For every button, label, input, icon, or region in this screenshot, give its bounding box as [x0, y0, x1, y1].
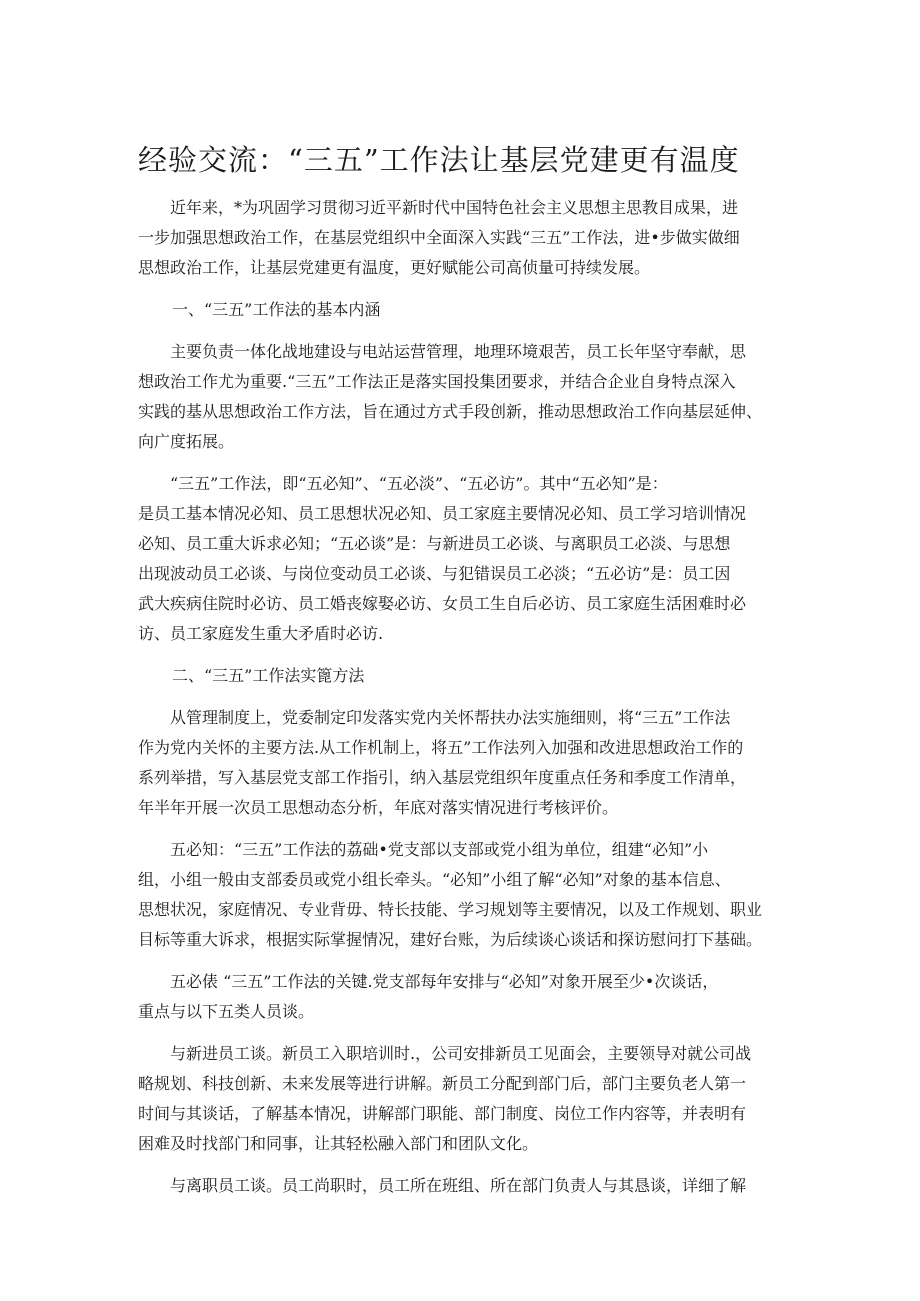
paragraph-line: 系列举措，写入基层党支部工作指引，纳入基层党组织年度重点任务和季度工作清单， — [138, 768, 747, 787]
paragraph — [138, 1171, 798, 1201]
paragraph — [138, 703, 798, 823]
document-body — [138, 193, 798, 1213]
paragraph — [138, 967, 798, 1027]
paragraph — [138, 469, 798, 649]
paragraph-line: 思想状况，家庭情况、专业背毋、特长技能、学习规划等主要情况，以及工作规划、职业 — [138, 900, 763, 919]
paragraph-line: 从管理制度上，党委制定印发落实党内关怀帮扶办法实施细则，将“三五”工作法 — [138, 708, 731, 727]
paragraph-line: 实践的基从思想政治工作方法，旨在通过方式手段创新，推动思想政治工作向基层延伸、 — [138, 402, 763, 421]
document-title: 经验交流：“三五”工作法让基层党建更有温度 — [138, 143, 740, 177]
paragraph-line: 向广度拓展。 — [138, 432, 235, 451]
paragraph-line: 出现波动员工必谈、与岗位变动员工必谈、与犯错误员工必淡；“五必访”是：员工因 — [138, 564, 731, 583]
section-heading: 二、“三五”工作法实篦方法 — [172, 666, 365, 685]
paragraph-line: 五必俵 “三五”工作法的关键.党支部每年安排与“必知”对象开展至少•次谈话， — [138, 972, 719, 991]
paragraph-line: 想政治工作尤为重要.“三五”工作法正是落实国投集团要求，并结合企业自身特点深入 — [138, 372, 736, 391]
paragraph-line: 困难及时找部门和同事，让其轻松融入部门和团队文化。 — [138, 1134, 539, 1153]
paragraph-line: 近年来，*为巩固学习贯彻习近平新时代中国特色社会主义思想主思教目成果，进 — [138, 198, 739, 217]
paragraph-line: 与新进员工谈。新员工入职培训时.，公司安排新员工见面会，主要领导对就公司战 — [138, 1044, 752, 1063]
paragraph-line: 重点与以下五类人员谈。 — [138, 1002, 315, 1021]
paragraph-line: 武大疾病住院时必访、员工婚丧嫁娶必访、女员工生自后必访、员工家庭生活困难时必 — [138, 594, 747, 613]
paragraph-line: 思想政治工作，让基层党建更有温度，更好赋能公司高侦量可持续发展。 — [138, 258, 651, 277]
paragraph-line: 年半年开展一次员工思想动态分析，年底对落实情况进行考核评价。 — [138, 798, 619, 817]
paragraph-line: 作为党内关怀的主要方法.从工作机制上，将五”工作法列入加强和改进思想政治工作的 — [138, 738, 744, 757]
paragraph-line: 五必知：“三五”工作法的荔础•党支部以支部或党小组为单位，组建“必知”小 — [138, 840, 709, 859]
paragraph-line: 目标等重大诉求，根据实际掌握情况，建好台账，为后续谈心谈话和探访慰问打下基础。 — [138, 930, 763, 949]
paragraph-line: 必知、员工重大诉求必知；“五必谈”是：与新进员工必谈、与离职员工必淡、与思想 — [138, 534, 731, 553]
section-heading: 一、“三五”工作法的基本内涵 — [172, 300, 381, 319]
paragraph-line: 访、员工家庭发生重大矛盾时必访. — [138, 624, 384, 643]
paragraph — [138, 1039, 798, 1159]
paragraph-line: 组，小组一般由支部委员或党小组长牵头。“必知”小组了解“必知”对象的基本信息、 — [138, 870, 731, 889]
paragraph-line: 一步加强思想政治工作，在基层党组织中全面深入实践“三五”工作法，进•步做实做细 — [138, 228, 740, 247]
paragraph — [138, 193, 798, 283]
paragraph — [138, 337, 798, 457]
paragraph-line: 与离职员工谈。员工尚职时，员工所在班组、所在部门负责人与其恳谈，详细了解 — [138, 1176, 747, 1195]
paragraph-line: 略规划、科技创新、未来发展等进行讲解。新员工分配到部门后，部门主要负老人第一 — [138, 1074, 747, 1093]
paragraph-line: “三五”工作法，即“五必知”、“五必淡”、“五必访”。其中“五必知”是： — [138, 474, 668, 493]
paragraph-line: 时间与其谈话，了解基本情况，讲解部门职能、部门制度、岗位工作内容等，并表明有 — [138, 1104, 747, 1123]
paragraph — [138, 835, 798, 955]
paragraph-line: 主要负责一体化战地建设与电站运营管理，地理环境艰苦，员工长年坚守奉献，思 — [138, 342, 747, 361]
paragraph-line: 是员工基本情况必知、员工思想状况必知、员工家庭主要情况必知、员工学习培训情况 — [138, 504, 747, 523]
